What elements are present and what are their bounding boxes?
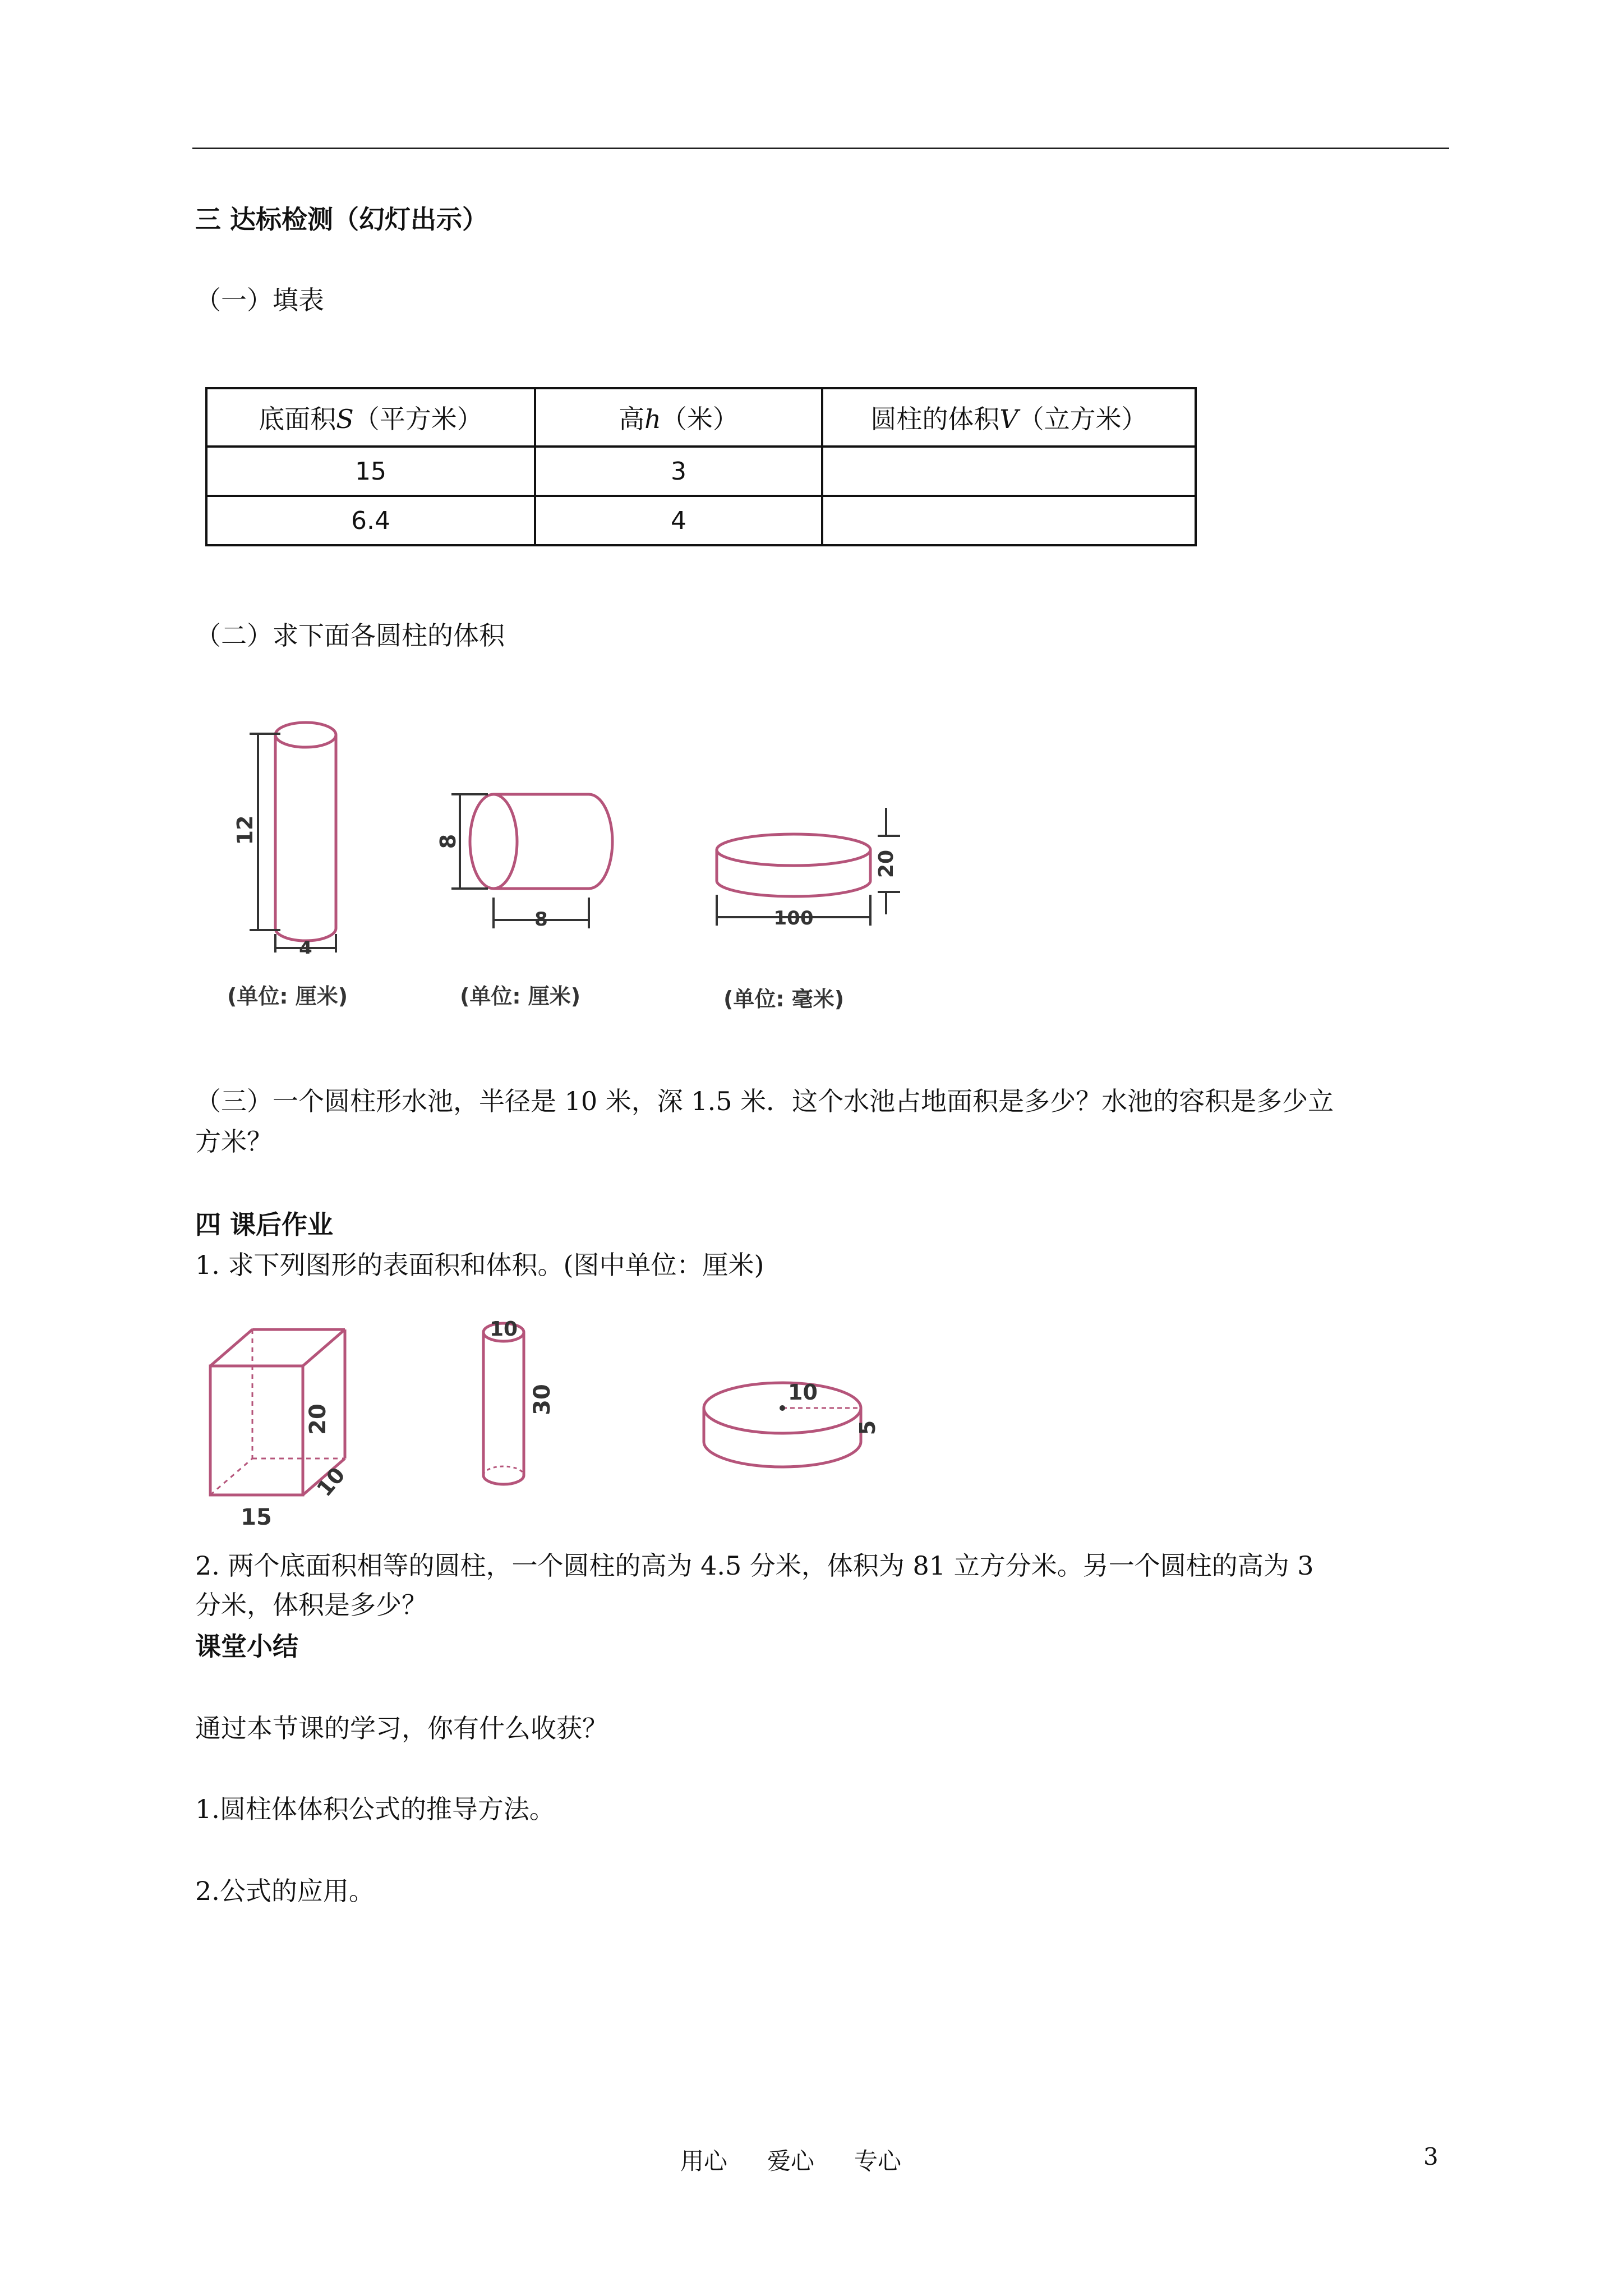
homework-q2-line1: 2. 两个底面积相等的圆柱，一个圆柱的高为 4.5 分米，体积为 81 立方分米。另一个圆柱的高为 3	[195, 1550, 1314, 1581]
cylinder-figure-1	[219, 712, 365, 956]
part3-line1: （三）一个圆柱形水池，半径是 10 米，深 1.5 米．这个水池占地面积是多少？水池的容积是多少立	[195, 1086, 1334, 1116]
flat-cylinder-figure	[690, 1372, 897, 1480]
box-height-label: 20	[305, 1404, 331, 1435]
table-row	[206, 447, 1196, 496]
section4-heading: 四 课后作业	[195, 1209, 334, 1240]
footer-motto-2: 爱心	[767, 2147, 815, 2175]
table-row	[206, 496, 1196, 545]
c2-unit: (单位: 厘米)	[460, 984, 581, 1009]
cylinder-figure-2	[437, 785, 617, 945]
box-figure	[202, 1318, 370, 1534]
cell-base-area: 15	[206, 447, 535, 496]
summary-point-1: 1.圆柱体体积公式的推导方法。	[195, 1794, 555, 1824]
c2-length-label: 8	[534, 908, 548, 931]
c1-height-label: 12	[233, 815, 257, 845]
header-base-area: 底面积S（平方米）	[206, 388, 535, 447]
cylinder-figure-3	[695, 797, 920, 945]
tall-cyl-diameter-label: 10	[489, 1318, 518, 1341]
cell-volume	[822, 447, 1196, 496]
c3-unit: (单位: 毫米)	[723, 987, 845, 1011]
part2-label: （二）求下面各圆柱的体积	[195, 620, 505, 651]
summary-heading: 课堂小结	[195, 1631, 298, 1662]
c3-diameter-label: 100	[773, 907, 814, 930]
c1-diameter-label: 4	[299, 937, 312, 954]
c1-unit: (单位: 厘米)	[227, 984, 348, 1009]
box-width-label: 10	[312, 1462, 350, 1502]
header-rule	[192, 148, 1449, 149]
cell-volume	[822, 496, 1196, 545]
cell-height: 3	[535, 447, 822, 496]
cell-base-area: 6.4	[206, 496, 535, 545]
table-header-row	[206, 388, 1196, 447]
summary-point-2: 2.公式的应用。	[195, 1876, 375, 1906]
part3-line2: 方米？	[195, 1126, 273, 1157]
page-number: 3	[1423, 2143, 1438, 2170]
c3-height-label: 20	[875, 849, 898, 878]
tall-cyl-height-label: 30	[529, 1384, 555, 1415]
header-height: 高h（米）	[535, 388, 822, 447]
cell-height: 4	[535, 496, 822, 545]
summary-question: 通过本节课的学习，你有什么收获？	[195, 1713, 608, 1743]
flat-cyl-height-label: 5	[855, 1420, 880, 1435]
part1-label: （一）填表	[195, 285, 324, 315]
flat-cyl-radius-label: 10	[788, 1380, 818, 1405]
fill-table	[205, 387, 1197, 546]
footer-motto-3: 专心	[854, 2147, 902, 2175]
box-length-label: 15	[241, 1504, 272, 1530]
tall-cylinder-figure	[471, 1315, 572, 1497]
c2-height-label: 8	[437, 834, 460, 849]
section3-heading: 三 达标检测（幻灯出示）	[195, 204, 488, 234]
homework-q2-line2: 分米，体积是多少？	[195, 1590, 427, 1620]
homework-q1: 1. 求下列图形的表面积和体积。(图中单位：厘米)	[195, 1250, 764, 1280]
header-volume: 圆柱的体积V（立方米）	[822, 388, 1196, 447]
footer-motto-1: 用心	[680, 2147, 728, 2175]
